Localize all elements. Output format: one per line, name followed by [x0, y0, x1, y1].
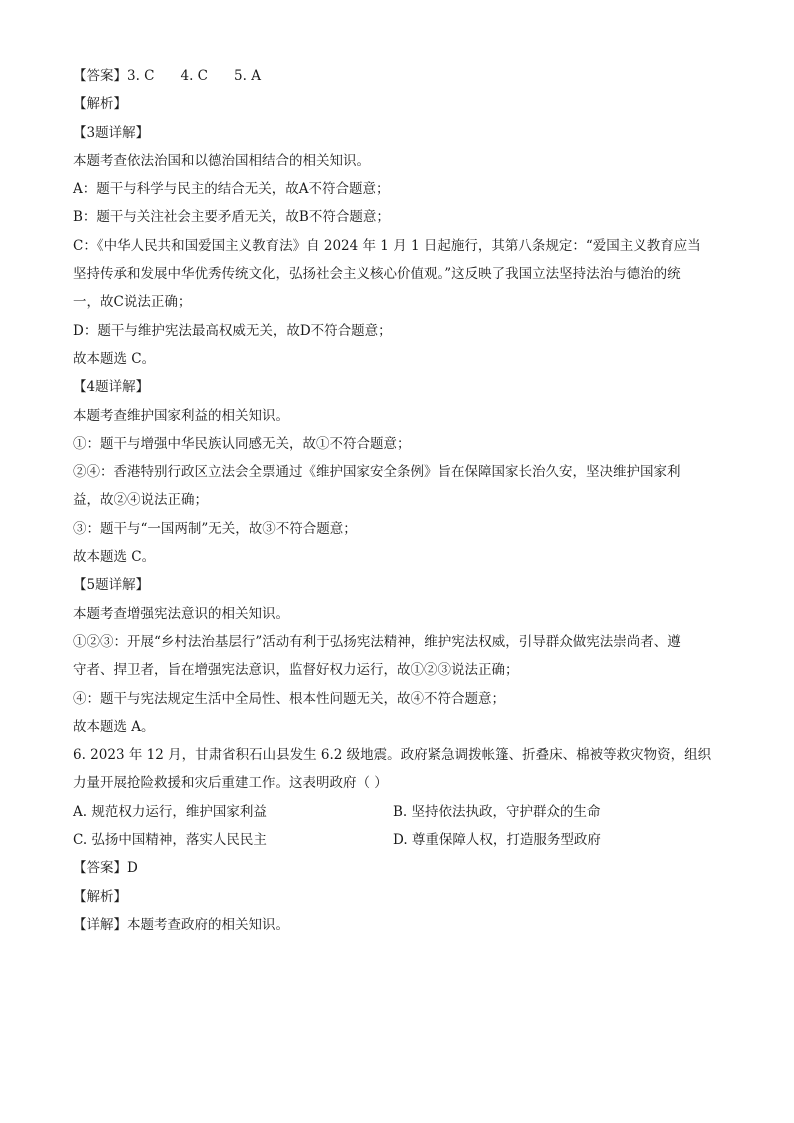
q6-detail: 【详解】本题考查政府的相关知识。 — [73, 916, 289, 933]
q6-option-a: A. 规范权力运行，维护国家利益 — [73, 803, 267, 820]
q6-answer: 【答案】D — [73, 860, 138, 877]
answer-line-3-5 — [73, 62, 723, 90]
q3-heading: 【3题详解】 — [73, 124, 150, 141]
q4-conclusion: 故本题选 C。 — [73, 549, 156, 566]
answer-item-4: 4. C — [180, 68, 209, 84]
q3-line: D：题干与维护宪法最高权威无关，故D不符合题意； — [73, 322, 392, 339]
answer-item-5: 5. A — [234, 68, 261, 84]
q6-options-row-1 — [73, 798, 723, 826]
q6-option-d: D. 尊重保障人权，打造服务型政府 — [393, 832, 601, 849]
q3-line: C：《中华人民共和国爱国主义教育法》自 2024 年 1 月 1 日起施行，其第八条规定：“爱国主义教育应当 — [73, 237, 701, 254]
q5-line: ①②③：开展“乡村法治基层行”活动有利于弘扬宪法精神，维护宪法权威，引导群众做宪法崇尚者、遵 — [73, 633, 681, 650]
q4-line: 益，故②④说法正确； — [73, 492, 208, 509]
analysis-heading: 【解析】 — [73, 96, 127, 113]
q3-line: B：题干与关注社会主要矛盾无关，故B不符合题意； — [73, 209, 390, 226]
q6-analysis-heading: 【解析】 — [73, 888, 127, 905]
q5-line: 本题考查增强宪法意识的相关知识。 — [73, 605, 289, 622]
q6-options-row-2 — [73, 826, 723, 854]
q4-line: ③：题干与“一国两制”无关，故③不符合题意； — [73, 520, 357, 537]
q4-line: ②④：香港特别行政区立法会全票通过《维护国家安全条例》旨在保障国家长治久安，坚决维护国家利 — [73, 464, 681, 481]
q3-line: 本题考查依法治国和以德治国相结合的相关知识。 — [73, 152, 370, 169]
q3-conclusion: 故本题选 C。 — [73, 350, 156, 367]
q4-line: ①：题干与增强中华民族认同感无关，故①不符合题意； — [73, 435, 411, 452]
q4-heading: 【4题详解】 — [73, 379, 150, 396]
q5-line: ④：题干与宪法规定生活中全局性、根本性问题无关，故④不符合题意； — [73, 690, 505, 707]
q6-option-c: C. 弘扬中国精神，落实人民民主 — [73, 832, 267, 849]
q3-line: 一，故C说法正确； — [73, 294, 192, 311]
document-page — [73, 62, 723, 939]
q6-option-b: B. 坚持依法执政，守护群众的生命 — [393, 803, 601, 820]
q5-line: 守者、捍卫者，旨在增强宪法意识，监督好权力运行，故①②③说法正确； — [73, 662, 519, 679]
q5-heading: 【5题详解】 — [73, 577, 150, 594]
q6-stem-line: 力量开展抢险救援和灾后重建工作。这表明政府（ ） — [73, 775, 388, 792]
q3-line: A：题干与科学与民主的结合无关，故A不符合题意； — [73, 181, 390, 198]
answer-item-3: 3. C — [127, 68, 155, 84]
q3-line: 坚持传承和发展中华优秀传统文化，弘扬社会主义核心价值观。”这反映了我国立法坚持法治与德治的统 — [73, 266, 681, 283]
q5-conclusion: 故本题选 A。 — [73, 718, 155, 735]
q6-stem-line: 6. 2023 年 12 月，甘肃省积石山县发生 6.2 级地震。政府紧急调拨帐篷、折叠床、棉被等救灾物资，组织 — [73, 747, 712, 764]
q4-line: 本题考查维护国家利益的相关知识。 — [73, 407, 289, 424]
answer-label: 【答案】 — [73, 68, 127, 84]
